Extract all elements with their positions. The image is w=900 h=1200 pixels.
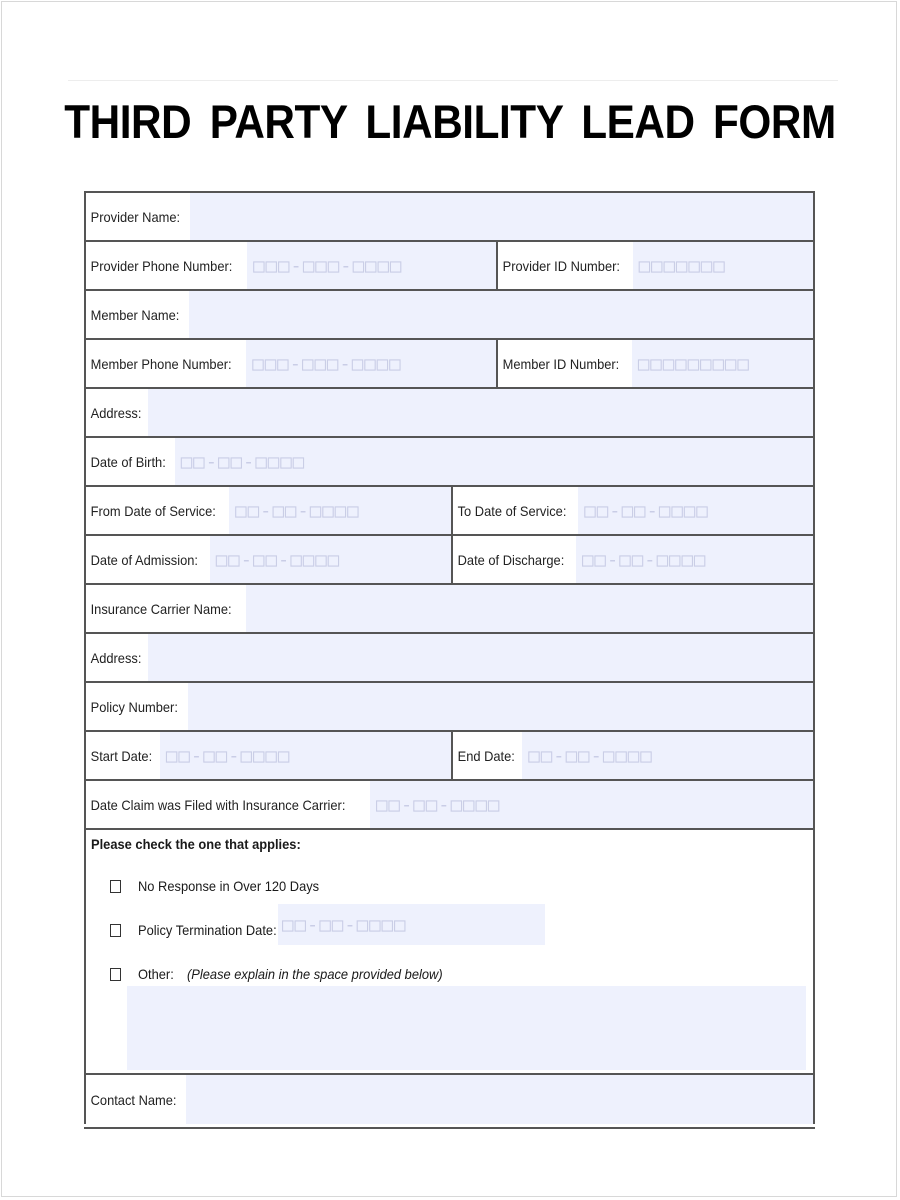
check-options-section xyxy=(86,830,813,1075)
provider-id-cell xyxy=(496,242,813,289)
provider-phone-input[interactable]: □□□-□□□-□□□□ xyxy=(247,242,496,289)
member-name-input[interactable] xyxy=(189,291,813,338)
member-name-cell xyxy=(86,291,813,338)
dob-cell xyxy=(86,438,813,485)
address-input[interactable] xyxy=(148,389,813,436)
contact-name-label: Contact Name: xyxy=(90,1091,177,1108)
from-dos-input[interactable]: □□-□□-□□□□ xyxy=(229,487,451,534)
discharge-input[interactable]: □□-□□-□□□□ xyxy=(576,536,813,583)
form-title: THIRD PARTY LIABILITY LEAD FORM xyxy=(64,95,836,148)
row-provider-name xyxy=(86,193,813,242)
policy-number-cell xyxy=(86,683,813,730)
option-policy-termination xyxy=(110,922,289,938)
carrier-address-input[interactable] xyxy=(148,634,813,681)
provider-id-input[interactable]: □□□□□□□ xyxy=(633,242,813,289)
row-dob xyxy=(86,438,813,487)
row-carrier-name xyxy=(86,585,813,634)
row-member-name xyxy=(86,291,813,340)
dob-input[interactable]: □□-□□-□□□□ xyxy=(175,438,813,485)
from-dos-cell xyxy=(86,487,451,534)
termination-checkbox[interactable] xyxy=(110,924,121,937)
dob-label: Date of Birth: xyxy=(90,453,166,470)
member-phone-input[interactable]: □□□-□□□-□□□□ xyxy=(246,340,496,387)
member-phone-cell xyxy=(86,340,496,387)
start-date-cell xyxy=(86,732,451,779)
other-hint: (Please explain in the space provided below) xyxy=(186,966,443,982)
carrier-address-cell xyxy=(86,634,813,681)
admission-cell xyxy=(86,536,451,583)
other-explanation-input[interactable] xyxy=(127,986,806,1070)
member-id-cell xyxy=(496,340,813,387)
discharge-label: Date of Discharge: xyxy=(457,551,565,568)
no-response-label: No Response in Over 120 Days xyxy=(138,878,320,894)
termination-date-input[interactable]: □□-□□-□□□□ xyxy=(278,904,545,945)
option-other xyxy=(110,966,465,982)
termination-label: Policy Termination Date: xyxy=(138,922,277,938)
check-options-title: Please check the one that applies: xyxy=(91,836,301,852)
end-date-input[interactable]: □□-□□-□□□□ xyxy=(522,732,813,779)
contact-name-cell xyxy=(86,1075,813,1124)
bottom-rule xyxy=(84,1127,815,1129)
no-response-checkbox[interactable] xyxy=(110,880,121,893)
option-no-response xyxy=(110,878,335,894)
provider-name-cell xyxy=(86,193,813,240)
carrier-name-input[interactable] xyxy=(246,585,813,632)
policy-number-label: Policy Number: xyxy=(90,698,178,715)
provider-id-label: Provider ID Number: xyxy=(502,257,620,274)
row-policy-number xyxy=(86,683,813,732)
start-date-input[interactable]: □□-□□-□□□□ xyxy=(160,732,451,779)
policy-number-input[interactable] xyxy=(188,683,813,730)
row-policy-dates xyxy=(86,732,813,781)
carrier-name-cell xyxy=(86,585,813,632)
member-phone-label: Member Phone Number: xyxy=(90,355,232,372)
end-date-cell xyxy=(451,732,813,779)
carrier-address-label: Address: xyxy=(90,649,142,666)
row-admission xyxy=(86,536,813,585)
provider-name-input[interactable] xyxy=(190,193,813,240)
member-id-input[interactable]: □□□□□□□□□ xyxy=(632,340,813,387)
row-carrier-address xyxy=(86,634,813,683)
to-dos-input[interactable]: □□-□□-□□□□ xyxy=(578,487,813,534)
carrier-name-label: Insurance Carrier Name: xyxy=(90,600,232,617)
lead-form xyxy=(84,191,815,1124)
admission-label: Date of Admission: xyxy=(90,551,198,568)
claim-filed-cell xyxy=(86,781,813,828)
row-dates-of-service xyxy=(86,487,813,536)
address-label: Address: xyxy=(90,404,142,421)
provider-phone-label: Provider Phone Number: xyxy=(90,257,233,274)
row-address xyxy=(86,389,813,438)
to-dos-label: To Date of Service: xyxy=(457,502,567,519)
row-provider-phone xyxy=(86,242,813,291)
end-date-label: End Date: xyxy=(457,747,515,764)
provider-name-label: Provider Name: xyxy=(90,208,181,225)
member-name-label: Member Name: xyxy=(90,306,180,323)
other-checkbox[interactable] xyxy=(110,968,121,981)
contact-name-input[interactable] xyxy=(186,1075,813,1124)
row-member-phone xyxy=(86,340,813,389)
top-rule xyxy=(68,80,838,81)
address-cell xyxy=(86,389,813,436)
other-label: Other: xyxy=(138,966,174,982)
start-date-label: Start Date: xyxy=(90,747,153,764)
row-claim-filed xyxy=(86,781,813,830)
provider-phone-cell xyxy=(86,242,496,289)
discharge-cell xyxy=(451,536,813,583)
row-contact-name xyxy=(86,1075,813,1124)
admission-input[interactable]: □□-□□-□□□□ xyxy=(210,536,451,583)
claim-filed-label: Date Claim was Filed with Insurance Carrier: xyxy=(90,796,346,813)
claim-filed-input[interactable]: □□-□□-□□□□ xyxy=(370,781,813,828)
to-dos-cell xyxy=(451,487,813,534)
member-id-label: Member ID Number: xyxy=(502,355,620,372)
from-dos-label: From Date of Service: xyxy=(90,502,216,519)
